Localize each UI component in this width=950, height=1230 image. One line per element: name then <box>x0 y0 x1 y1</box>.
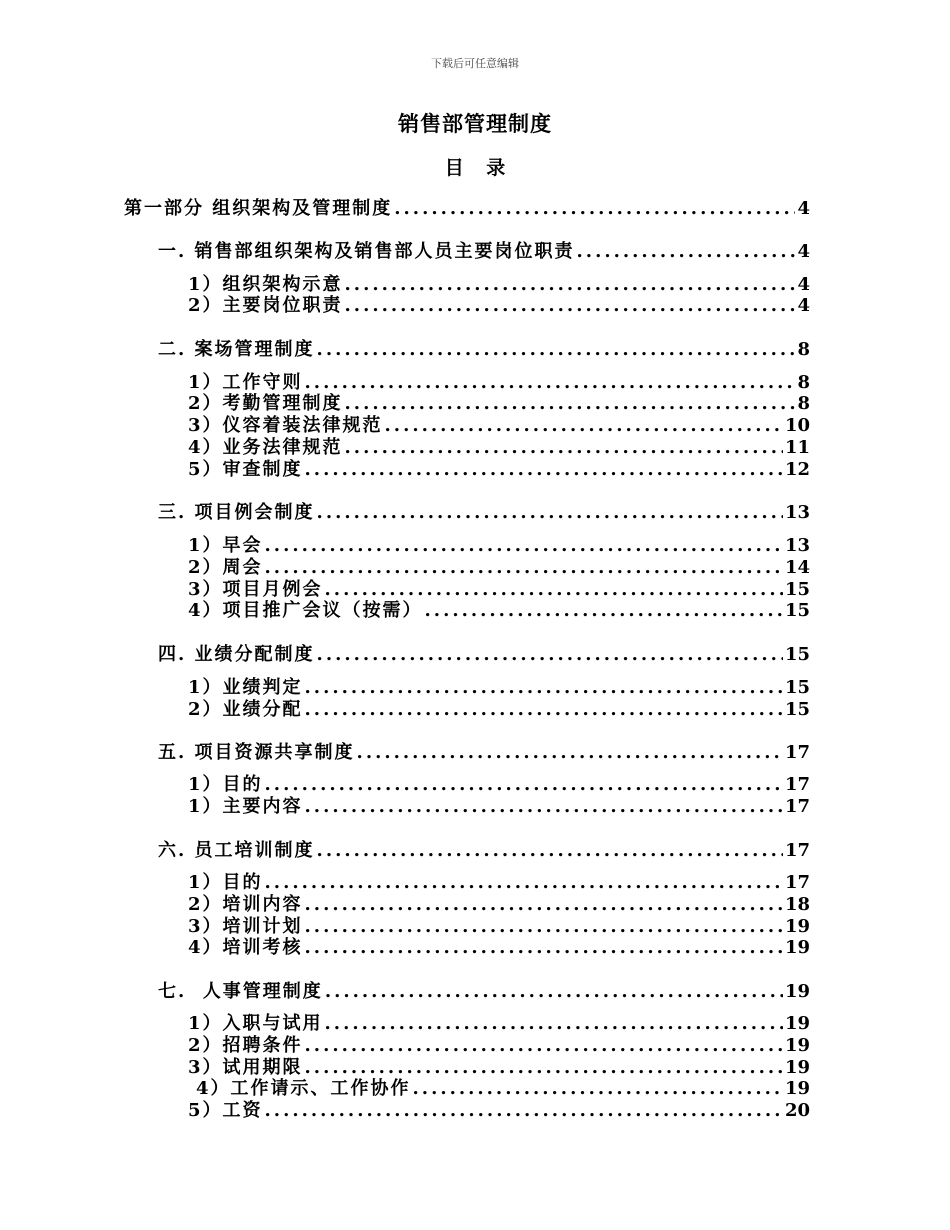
toc-page-number: 14 <box>784 557 810 578</box>
toc-page-number: 15 <box>784 644 810 665</box>
toc-leader <box>345 295 796 317</box>
toc-entry-text: 2）周会 <box>188 557 263 578</box>
page-header: 下载后可任意编辑 <box>431 57 519 70</box>
toc-entry[interactable] <box>188 937 810 959</box>
toc-entry[interactable] <box>124 198 810 220</box>
toc-entry[interactable] <box>188 1100 810 1122</box>
toc-entry-text: 七. 人事管理制度 <box>158 981 323 1002</box>
toc-leader <box>305 796 783 818</box>
toc-leader <box>325 579 783 601</box>
toc-leader <box>385 415 783 437</box>
toc-entry-text: 4）业务法律规范 <box>188 437 343 458</box>
toc-entry-text: 4）项目推广会议（按需） <box>188 600 423 621</box>
toc-leader <box>317 644 783 666</box>
toc-entry[interactable] <box>158 502 810 524</box>
toc-entry[interactable] <box>158 644 810 666</box>
toc-page-number: 20 <box>784 1100 810 1121</box>
toc-leader <box>577 241 796 263</box>
toc-entry[interactable] <box>188 677 810 699</box>
toc-entry-text: 一. 销售部组织架构及销售部人员主要岗位职责 <box>158 241 575 262</box>
toc-entry[interactable] <box>196 1078 810 1100</box>
toc-entry-text: 三. 项目例会制度 <box>158 502 315 523</box>
toc-page-number: 17 <box>784 840 810 861</box>
toc-entry[interactable] <box>188 535 810 557</box>
toc-entry-text: 3）项目月例会 <box>188 579 323 600</box>
toc-page-number: 12 <box>784 459 810 480</box>
toc-leader <box>305 894 783 916</box>
toc-entry-text: 4）工作请示、工作协作 <box>196 1078 411 1099</box>
toc-leader <box>413 1078 783 1100</box>
toc-leader <box>265 872 783 894</box>
toc-leader <box>305 372 796 394</box>
toc-entry[interactable] <box>188 774 810 796</box>
toc-entry[interactable] <box>188 699 810 721</box>
toc-page-number: 15 <box>784 699 810 720</box>
toc-entry-text: 2）业绩分配 <box>188 699 303 720</box>
toc-leader <box>317 502 783 524</box>
toc-heading: 目 录 <box>444 157 506 179</box>
toc-page-number: 18 <box>784 894 810 915</box>
toc-page-number: 15 <box>784 579 810 600</box>
toc-entry-text: 3）培训计划 <box>188 916 303 937</box>
toc-page-number: 8 <box>797 339 810 360</box>
toc-page-number: 17 <box>784 796 810 817</box>
toc-page-number: 15 <box>784 600 810 621</box>
toc-page-number: 17 <box>784 872 810 893</box>
toc-entry-text: 2）主要岗位职责 <box>188 295 343 316</box>
toc-leader <box>265 1100 783 1122</box>
toc-page-number: 19 <box>784 1057 810 1078</box>
toc-leader <box>425 600 783 622</box>
toc-leader <box>305 699 783 721</box>
toc-entry-text: 六. 员工培训制度 <box>158 840 315 861</box>
toc-leader <box>305 677 783 699</box>
toc-entry[interactable] <box>188 600 810 622</box>
toc-page-number: 19 <box>784 981 810 1002</box>
toc-page-number: 4 <box>797 295 810 316</box>
toc-page-number: 4 <box>797 241 810 262</box>
toc-leader <box>265 535 783 557</box>
toc-entry[interactable] <box>158 241 810 263</box>
toc-entry-text: 3）试用期限 <box>188 1057 303 1078</box>
toc-entry-text: 四. 业绩分配制度 <box>158 644 315 665</box>
toc-leader <box>305 459 783 481</box>
toc-entry[interactable] <box>188 1035 810 1057</box>
toc-entry-text: 1）目的 <box>188 774 263 795</box>
toc-entry-text: 五. 项目资源共享制度 <box>158 742 355 763</box>
toc-leader <box>305 916 783 938</box>
toc-page-number: 19 <box>784 1013 810 1034</box>
toc-page-number: 19 <box>784 937 810 958</box>
toc-entry-text: 4）培训考核 <box>188 937 303 958</box>
toc-entry-text: 1）工作守则 <box>188 372 303 393</box>
toc-page-number: 8 <box>797 372 810 393</box>
toc-page-number: 19 <box>784 916 810 937</box>
toc-entry[interactable] <box>188 372 810 394</box>
toc-entry[interactable] <box>188 415 810 437</box>
toc-page-number: 13 <box>784 502 810 523</box>
toc-entry[interactable] <box>188 274 810 296</box>
toc-leader <box>265 774 783 796</box>
toc-entry-text: 1）主要内容 <box>188 796 303 817</box>
toc-entry-text: 2）培训内容 <box>188 894 303 915</box>
toc-leader <box>305 937 783 959</box>
toc-entry[interactable] <box>158 981 810 1003</box>
toc-page-number: 19 <box>784 1078 810 1099</box>
toc-leader <box>345 393 796 415</box>
toc-page-number: 8 <box>797 393 810 414</box>
toc-entry-text: 2）考勤管理制度 <box>188 393 343 414</box>
toc-leader <box>357 742 783 764</box>
toc-entry-text: 5）工资 <box>188 1100 263 1121</box>
toc-entry[interactable] <box>188 437 810 459</box>
toc-entry[interactable] <box>188 916 810 938</box>
toc-leader <box>317 339 796 361</box>
toc-entry[interactable] <box>158 840 810 862</box>
toc-entry-text: 2）招聘条件 <box>188 1035 303 1056</box>
toc-entry-text: 1）组织架构示意 <box>188 274 343 295</box>
toc-entry[interactable] <box>188 393 810 415</box>
toc-entry[interactable] <box>188 579 810 601</box>
toc-entry-text: 3）仪容着装法律规范 <box>188 415 383 436</box>
toc-entry[interactable] <box>188 796 810 818</box>
toc-page-number: 4 <box>797 198 810 219</box>
toc-page-number: 15 <box>784 677 810 698</box>
toc-entry[interactable] <box>188 1013 810 1035</box>
toc-leader <box>317 840 783 862</box>
toc-leader <box>305 1057 783 1079</box>
toc-entry[interactable] <box>158 742 810 764</box>
toc-entry[interactable] <box>188 557 810 579</box>
toc-entry-text: 1）目的 <box>188 872 263 893</box>
toc-entry[interactable] <box>188 459 810 481</box>
toc-entry[interactable] <box>188 894 810 916</box>
toc-page-number: 17 <box>784 742 810 763</box>
toc-page-number: 10 <box>784 415 810 436</box>
toc-leader <box>305 1035 783 1057</box>
toc-entry-text: 第一部分 组织架构及管理制度 <box>124 198 393 219</box>
toc-entry-text: 5）审查制度 <box>188 459 303 480</box>
toc-entry[interactable] <box>188 1057 810 1079</box>
toc-leader <box>265 557 783 579</box>
toc-entry[interactable] <box>188 295 810 317</box>
toc-leader <box>325 1013 783 1035</box>
toc-leader <box>325 981 783 1003</box>
toc-page-number: 19 <box>784 1035 810 1056</box>
document-title: 销售部管理制度 <box>398 111 552 136</box>
toc-entry-text: 二. 案场管理制度 <box>158 339 315 360</box>
toc-page-number: 17 <box>784 774 810 795</box>
toc-entry[interactable] <box>188 872 810 894</box>
toc-leader <box>394 198 795 220</box>
toc-page-number: 11 <box>784 437 810 458</box>
toc-page-number: 4 <box>797 274 810 295</box>
toc-page-number: 13 <box>784 535 810 556</box>
toc-leader <box>345 274 796 296</box>
toc-entry-text: 1）业绩判定 <box>188 677 303 698</box>
toc-entry[interactable] <box>158 339 810 361</box>
toc-leader <box>345 437 783 459</box>
toc-entry-text: 1）早会 <box>188 535 263 556</box>
toc-entry-text: 1）入职与试用 <box>188 1013 323 1034</box>
